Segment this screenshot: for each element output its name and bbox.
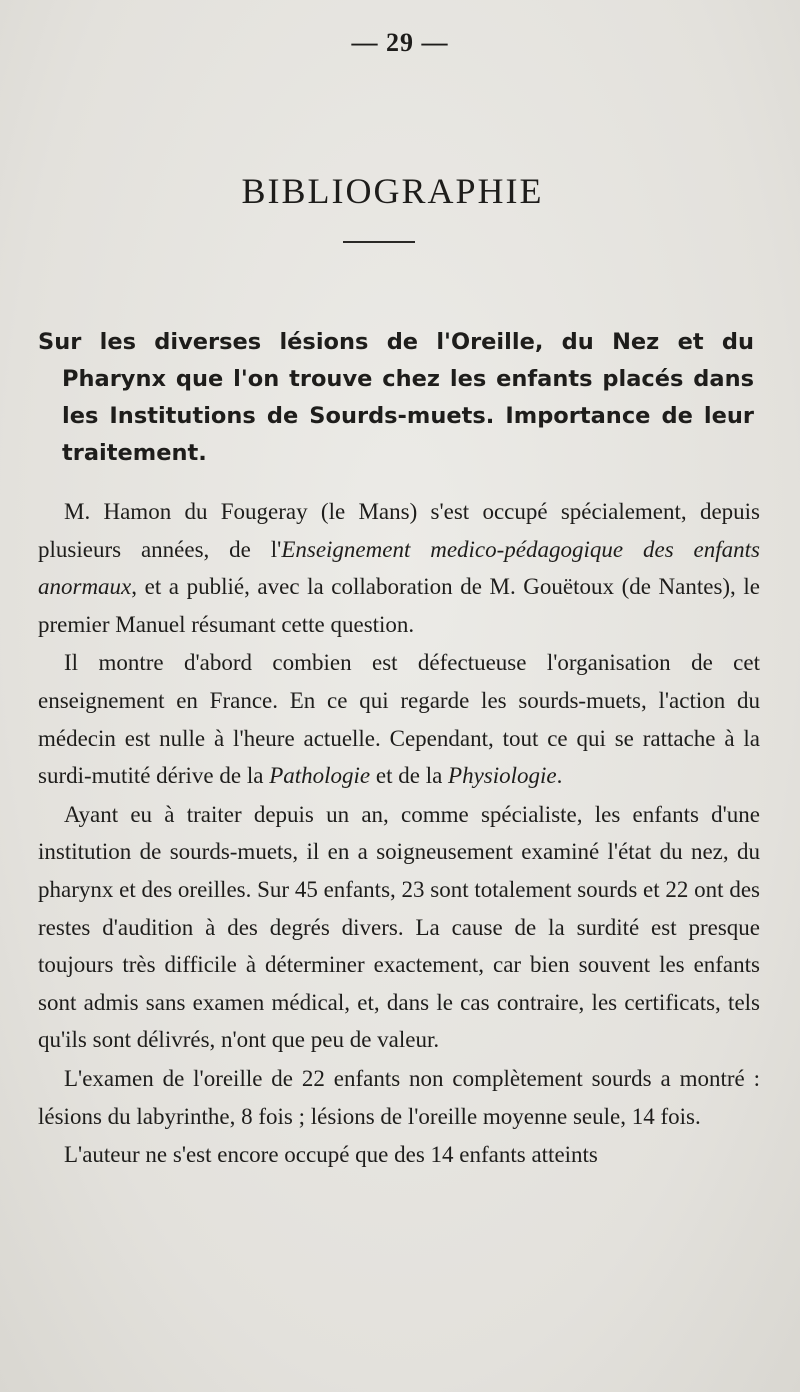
paragraph-1 xyxy=(38,493,760,643)
paragraph-1-text-a: M. Hamon du Fougeray (le Mans) s'est occupé spécialement, depuis plusieurs années, de l' xyxy=(38,499,760,562)
paragraph-4: L'examen de l'oreille de 22 enfants non complètement sourds a montré : lésions du labyrinthe, 8 fois ; lésions de l'oreille moyenne seule, 14 fois. xyxy=(38,1065,760,1129)
paragraph-3: Ayant eu à traiter depuis un an, comme spécialiste, les enfants d'une institution de sourds-muets, il en a soigneusement examiné l'état du nez, du pharynx et des oreilles. Sur 45 enfants, 23 sont totalement sourds et 22 ont des restes d'audition à des degrés divers. La cause de la surdité est presque toujours très difficile à déterminer exactement, car bien souvent les enfants sont admis sans examen médical, et, dans le cas contraire, les certificats, tels qu'ils sont délivrés, n'ont que peu de valeur. xyxy=(38,801,760,1053)
paragraph-2-italic-pathologie: Pathologie xyxy=(269,763,371,789)
paragraph-2-text-e: . xyxy=(556,763,563,789)
paragraph-2-italic-physiologie: Physiologie xyxy=(448,763,557,789)
paragraph-1-italic: Enseignement medico-pédagogique des enfants anormaux xyxy=(38,536,760,600)
paragraph-2-text-c: et de la xyxy=(370,763,449,789)
paragraph-2 xyxy=(38,644,760,794)
article-body xyxy=(38,493,760,1175)
title-divider xyxy=(343,241,415,243)
paragraph-5: L'auteur ne s'est encore occupé que des 14 enfants atteints xyxy=(64,1142,598,1168)
paragraph-2-text-a: Il montre d'abord combien est défectueuse l'organisation de cet enseignement en France. En ce qui regarde les sourds-muets, l'action du médecin est nulle à l'heure actuelle. Cependant, tout ce qui se rattache à la surdi-mutité dérive de la xyxy=(38,650,760,789)
paragraph-1-text-c: , et a publié, avec la collaboration de M. Gouëtoux (de Nantes), le premier Manuel résumant cette question. xyxy=(38,574,760,637)
page-number: — 29 — xyxy=(351,28,449,57)
article-title: Sur les diverses lésions de l'Oreille, du Nez et du Pharynx que l'on trouve chez les enfants placés dans les Institutions de Sourds-muets. Importance de leur traitement. xyxy=(38,329,754,466)
section-title: BIBLIOGRAPHIE xyxy=(241,171,544,211)
